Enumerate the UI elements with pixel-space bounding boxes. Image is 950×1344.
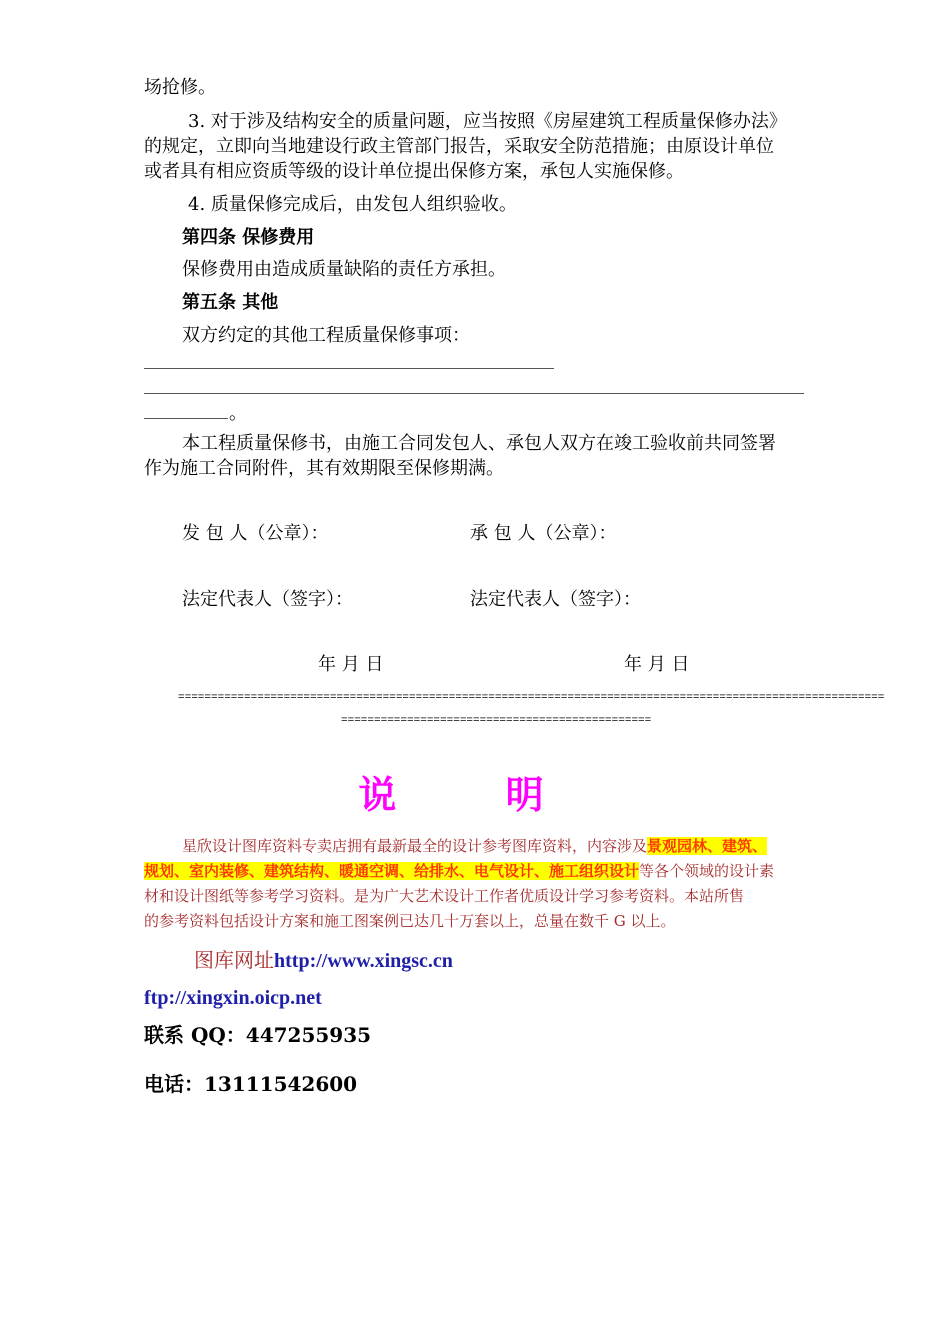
site-label: 图库网址	[194, 948, 274, 972]
blank-line-end: 。	[229, 403, 247, 424]
qq-contact: 联系 QQ：447255935	[144, 1023, 372, 1047]
notice-highlight: 规划、室内装修、建筑结构、暖通空调、给排水、电气设计、施工组织设计	[144, 862, 640, 880]
text-line: 或者具有相应资质等级的设计单位提出保修方案，承包人实施保修。	[144, 161, 684, 182]
text-line: 双方约定的其他工程质量保修事项：	[182, 325, 470, 346]
notice-line	[144, 859, 774, 884]
site-row	[194, 946, 453, 975]
phone-contact: 电话：13111542600	[144, 1072, 358, 1096]
party-b-seal: 承 包 人（公章）：	[470, 523, 617, 544]
section-heading: 第四条 保修费用	[182, 227, 315, 248]
text-line: 作为施工合同附件，其有效期限至保修期满。	[144, 458, 504, 479]
text-line: 3. 对于涉及结构安全的质量问题，应当按照《房屋建筑工程质量保修办法》	[188, 111, 787, 132]
text-line: 场抢修。	[144, 77, 216, 98]
divider-line: ===============================================	[341, 715, 652, 727]
text-line: 本工程质量保修书，由施工合同发包人、承包人双方在竣工验收前共同签署	[182, 433, 776, 454]
text-line: 的规定，立即向当地建设行政主管部门报告，采取安全防范措施；由原设计单位	[144, 136, 774, 157]
text-line: 保修费用由造成质量缺陷的责任方承担。	[182, 259, 506, 280]
party-a-seal: 发 包 人（公章）：	[182, 523, 329, 544]
ftp-link[interactable]: ftp://xingxin.oicp.net	[144, 987, 322, 1009]
site-url-link[interactable]: http://www.xingsc.cn	[274, 950, 453, 972]
party-a-representative: 法定代表人（签字）：	[182, 589, 353, 610]
notice-line: 的参考资料包括设计方案和施工图案例已达几十万套以上，总量在数千 G 以上。	[144, 912, 676, 930]
blank-line	[144, 368, 554, 369]
party-b-date: 年 月 日	[624, 654, 690, 675]
notice-title: 说 明	[358, 773, 592, 817]
text-line: 4. 质量保修完成后，由发包人组织验收。	[188, 194, 517, 215]
notice-highlight: 景观园林、建筑、	[647, 837, 768, 855]
party-a-date: 年 月 日	[318, 654, 384, 675]
notice-text: 等各个领域的设计素	[639, 862, 775, 880]
notice-line: 材和设计图纸等参考学习资料。是为广大艺术设计工作者优质设计学习参考资料。本站所售	[144, 887, 745, 905]
section-heading: 第五条 其他	[182, 292, 279, 313]
notice-text: 星欣设计图库资料专卖店拥有最新最全的设计参考图库资料，内容涉及	[182, 837, 648, 855]
notice-line	[182, 834, 767, 859]
blank-line	[144, 418, 228, 419]
blank-line	[144, 393, 804, 394]
divider-line: ===========================================================================================================	[178, 692, 885, 704]
party-b-representative: 法定代表人（签字）：	[470, 589, 641, 610]
